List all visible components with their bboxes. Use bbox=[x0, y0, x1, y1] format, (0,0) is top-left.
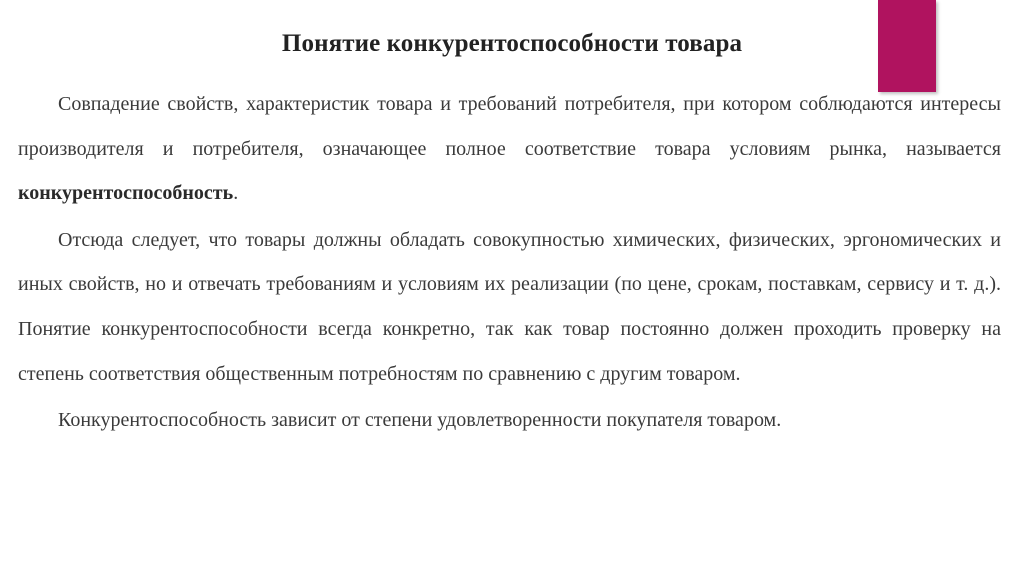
paragraph-requirements: Отсюда следует, что товары должны обладать совокупностью химических, физических, эргономических и иных свойств, но и отвечать требованиям и условиям их реализации (по цене, срокам, поставкам, сервису и т. д.). Понятие конкурентоспособности всегда конкретно, так как товар постоянно должен проходить проверку на степень соответствия общественным потребностям по сравнению с другим товаром. bbox=[18, 228, 1001, 385]
slide-title: Понятие конкурентоспособности товара bbox=[281, 30, 743, 57]
paragraph-conclusion: Конкурентоспособность зависит от степени удовлетворенности покупателя товаром. bbox=[58, 409, 782, 432]
paragraph-definition bbox=[18, 82, 1001, 216]
term-competitiveness: конкурентоспособность bbox=[18, 182, 234, 205]
slide-body bbox=[18, 82, 1001, 445]
paragraph-definition-end: . bbox=[233, 182, 239, 205]
paragraph-definition-text: Совпадение свойств, характеристик товара и требований потребителя, при котором соблюдаются интересы производителя и потребителя, означающее полное соответствие товара условиям рынка, называется bbox=[18, 93, 1001, 160]
